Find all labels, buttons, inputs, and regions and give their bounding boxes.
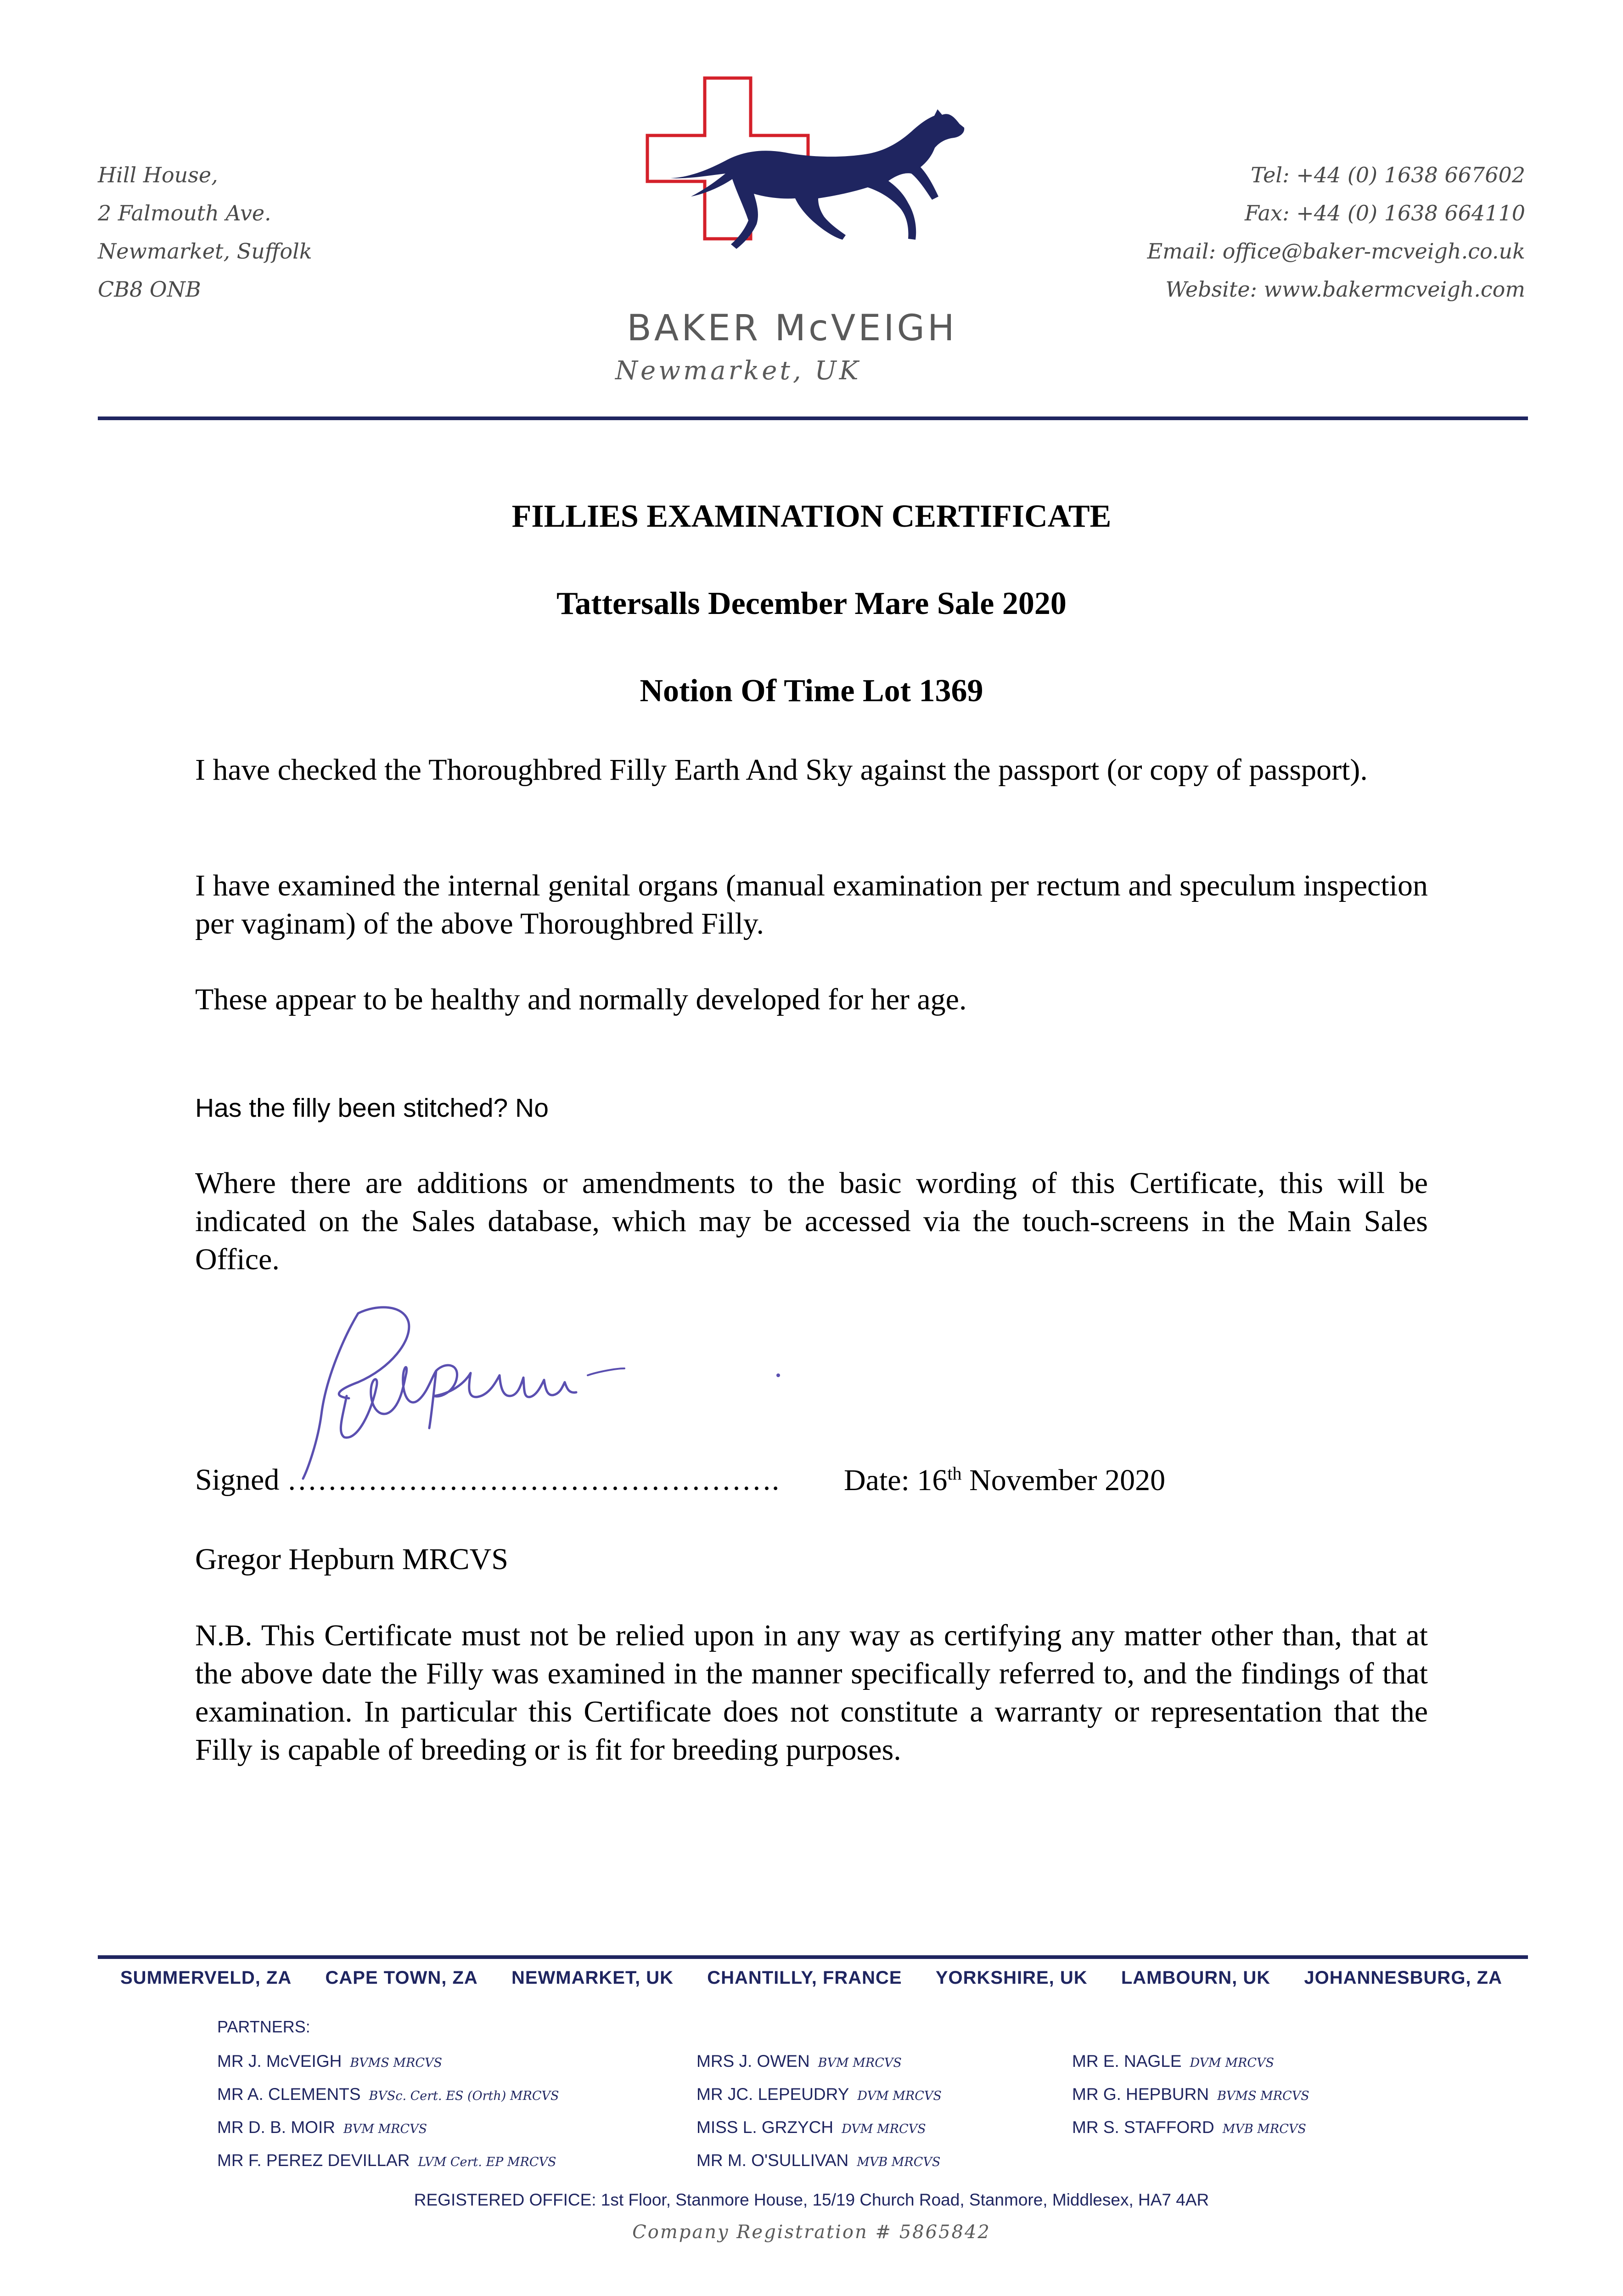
partner-name: MR G. HEPBURN [1072, 2085, 1209, 2104]
partner-entry [696, 2145, 942, 2178]
partner-entry [1072, 2046, 1309, 2079]
partner-name: MR M. O'SULLIVAN [696, 2151, 849, 2170]
location-item: JOHANNESBURG, ZA [1304, 1968, 1502, 1988]
certificate-date [844, 1463, 1165, 1498]
partner-qualification: BVMS MRCVS [1217, 2089, 1309, 2103]
partner-name: MR E. NAGLE [1072, 2052, 1182, 2071]
location-item: SUMMERVELD, ZA [120, 1968, 292, 1988]
partner-entry [1072, 2112, 1309, 2145]
partners-column-1 [217, 2046, 559, 2178]
footer-divider [98, 1955, 1528, 1959]
partner-name: MR D. B. MOIR [217, 2118, 335, 2137]
partner-qualification: MVB MRCVS [1222, 2122, 1306, 2136]
partner-name: MR F. PEREZ DEVILLAR [217, 2151, 410, 2170]
partner-name: MRS J. OWEN [696, 2052, 810, 2071]
partner-entry [217, 2079, 559, 2112]
partner-qualification: BVM MRCVS [343, 2122, 427, 2136]
partner-entry [696, 2046, 942, 2079]
partner-qualification: DVM MRCVS [1190, 2056, 1275, 2070]
partner-name: MR S. STAFFORD [1072, 2118, 1214, 2137]
location-item: NEWMARKET, UK [511, 1968, 674, 1988]
address-line: 2 Falmouth Ave. [98, 201, 271, 225]
partner-qualification: BVM MRCVS [818, 2056, 902, 2070]
examination-paragraph: I have examined the internal genital organs (manual examination per rectum and speculum inspection per vaginam) of the above Thoroughbred Filly. [195, 869, 1428, 940]
office-address [98, 156, 312, 309]
partners-column-3 [1072, 2046, 1309, 2145]
partners-column-2 [696, 2046, 942, 2178]
address-line: CB8 ONB [98, 277, 201, 302]
partner-qualification: BVMS MRCVS [350, 2056, 443, 2070]
partner-name: MR JC. LEPEUDRY [696, 2085, 849, 2104]
email-address[interactable]: Email: office@baker-mcveigh.co.uk [1147, 239, 1525, 264]
partner-qualification: MVB MRCVS [857, 2155, 941, 2169]
partner-name: MISS L. GRZYCH [696, 2118, 834, 2137]
horse-cross-logo-icon [611, 69, 992, 285]
fax-number: Fax: +44 (0) 1638 664110 [1244, 201, 1525, 225]
galloping-horse-icon [670, 109, 964, 249]
certificate-title: FILLIES EXAMINATION CERTIFICATE [511, 499, 1112, 534]
partner-name: MR A. CLEMENTS [217, 2085, 361, 2104]
website-link[interactable]: Website: www.bakermcveigh.com [1165, 277, 1525, 302]
contact-details [1147, 156, 1525, 309]
partner-entry [696, 2112, 942, 2145]
location-item: CAPE TOWN, ZA [325, 1968, 478, 1988]
signer-name: Gregor Hepburn MRCVS [195, 1542, 508, 1576]
partners-label: PARTNERS: [217, 2017, 310, 2036]
location-item: LAMBOURN, UK [1121, 1968, 1271, 1988]
handwritten-signature [294, 1295, 822, 1488]
location-item: CHANTILLY, FRANCE [707, 1968, 902, 1988]
partner-entry [217, 2145, 559, 2178]
date-suffix: November 2020 [961, 1463, 1166, 1497]
office-locations [120, 1968, 1502, 1988]
partner-entry [217, 2112, 559, 2145]
phone-number: Tel: +44 (0) 1638 667602 [1251, 163, 1525, 187]
address-line: Hill House, [98, 163, 218, 187]
lot-heading: Notion Of Time Lot 1369 [640, 673, 983, 709]
partner-entry [696, 2079, 942, 2112]
health-paragraph: These appear to be healthy and normally developed for her age. [195, 983, 967, 1016]
date-prefix: Date: 16 [844, 1463, 948, 1497]
disclaimer-paragraph: N.B. This Certificate must not be relied upon in any way as certifying any matter other than, that at the above date the Filly was examined in the manner specifically referred to, and the findings of that examination. In particular this Certificate does not constitute a warranty or representation that the Filly is capable of breeding or is fit for breeding purposes. [195, 1619, 1428, 1767]
partner-entry [1072, 2079, 1309, 2112]
partner-qualification: DVM MRCVS [857, 2089, 942, 2103]
partner-qualification: BVSc. Cert. ES (Orth) MRCVS [369, 2089, 559, 2103]
logo-location: Newmarket, UK [615, 356, 861, 386]
address-line: Newmarket, Suffolk [98, 239, 312, 264]
location-item: YORKSHIRE, UK [935, 1968, 1088, 1988]
stitched-answer: Has the filly been stitched? No [195, 1093, 549, 1123]
logo-wordmark: BAKER McVEIGH [627, 308, 957, 349]
sale-name: Tattersalls December Mare Sale 2020 [556, 586, 1067, 621]
partner-qualification: LVM Cert. EP MRCVS [418, 2155, 556, 2169]
signature-line: Signed …………………………………………. [195, 1463, 780, 1497]
registered-office: REGISTERED OFFICE: 1st Floor, Stanmore House, 15/19 Church Road, Stanmore, Middlesex, HA7 4AR [414, 2190, 1209, 2209]
header-divider [98, 416, 1528, 420]
partner-name: MR J. McVEIGH [217, 2052, 342, 2071]
date-ordinal: th [947, 1463, 962, 1484]
company-registration: Company Registration # 5865842 [632, 2222, 991, 2243]
passport-check-paragraph: I have checked the Thoroughbred Filly Earth And Sky against the passport (or copy of passport). [195, 753, 1368, 787]
partner-qualification: DVM MRCVS [842, 2122, 926, 2136]
partner-entry [217, 2046, 559, 2079]
amendments-paragraph: Where there are additions or amendments to the basic wording of this Certificate, this will be indicated on the Sales database, which may be accessed via the touch-screens in the Main Sales Office. [195, 1166, 1428, 1276]
